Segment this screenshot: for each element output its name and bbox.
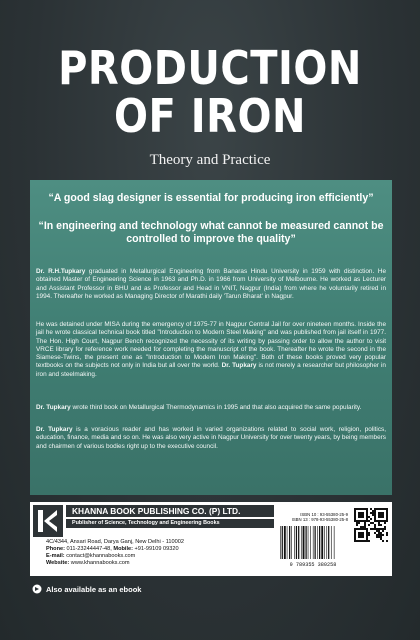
author-panel [30, 180, 392, 495]
barcode-number: 9 789355 380258 [289, 562, 337, 568]
bio-text: wrote third book on Metallurgical Thermodynamics in 1995 and that also acquired the same popularity. [70, 404, 362, 411]
bio-text: is a voracious reader and has worked in varied organizations related to social work, religion, politics, education, finance, media and so on. He was also very active in Nagpur University for over twenty years, by being members and chairmen of various bodies right up to the executive council. [36, 426, 386, 450]
bio-paragraph-3 [36, 404, 386, 412]
book-title-line-2: OF IRON [114, 90, 306, 144]
isbn-10: ISBN 10 : 93-55380-25-9 [300, 512, 348, 517]
book-subtitle: Theory and Practice [149, 152, 271, 168]
ebook-notice [32, 584, 141, 594]
publisher-email [46, 553, 135, 560]
publisher-logo-icon [33, 505, 63, 537]
mobile-label: Mobile: [113, 546, 133, 552]
publisher-phone [46, 546, 179, 553]
email-value: contact@khannabooks.com [64, 553, 136, 559]
isbn-13: ISBN 13 : 978-93-55380-25-8 [291, 517, 348, 522]
bio-text: graduated in Metallurgical Engineering from Banaras Hindu University in 1959 with distinction. He obtained Master of Engineering Science in 1963 and Ph.D. in 1966 from University of Melbourne. He worked as Lecturer and Assistant Professor in BHU and as Professor and Head in VNIT, Nagpur (India) from where he voluntarily retired in 1994. Thereafter he worked as Managing Director of Marathi daily 'Tarun Bharat' in Nagpur. [36, 268, 387, 300]
barcode-icon [278, 524, 348, 568]
author-name: Dr. Tupkary [36, 404, 71, 411]
bio-paragraph-2 [36, 321, 386, 379]
phone-label: Phone: [46, 546, 65, 552]
publisher-address: 4C/4344, Ansari Road, Darya Ganj, New Delhi - 110002 [46, 539, 184, 545]
book-title-line-1: PRODUCTION [58, 42, 362, 96]
bio-paragraph-1 [36, 268, 386, 301]
quote-2: “In engineering and technology what cannot be measured cannot be controlled to improve the quality” [38, 220, 384, 245]
email-label: E-mail: [46, 553, 65, 559]
publisher-website [46, 560, 130, 567]
quote-1: “A good slag designer is essential for producing iron efficiently” [48, 192, 374, 204]
bio-text: is not merely a researcher but philosopher in iron and steelmaking. [36, 362, 386, 378]
publisher-block [30, 502, 392, 576]
website-value: www.khannabooks.com [69, 560, 130, 566]
ebook-notice-text: Also available as an ebook [46, 584, 142, 594]
author-name: Dr. R.H.Tupkary [36, 268, 86, 275]
bio-text: He was detained under MISA during the emergency of 1975-77 in Nagpur Central Jail for over nineteen months. Inside the jail he wrote classical technical book titled "Introduction to Modern Steel Making" and was published from jail itself in 1977. The Hon. High Court, Nagpur Bench recognized the necessity of its writing by passing order to allow the author to visit VRCE library for reference work needed for completing the manuscript of the book. Thereafter he wrote the second in the Siamese-Twins, the present one as "Introduction to Modern Iron Making". Both of these books proved very popular textbooks on the subjects not only in India but all over the world. [36, 321, 386, 370]
mobile-value: +91-99109 09320 [132, 546, 179, 552]
website-label: Website: [46, 560, 70, 566]
qr-code-icon [354, 508, 388, 542]
author-name: Dr. Tupkary [221, 362, 257, 370]
publisher-name: KHANNA BOOK PUBLISHING CO. (P) LTD. [66, 505, 274, 517]
publisher-tagline: Publisher of Science, Technology and Engineering Books [66, 519, 274, 528]
phone-value: 011-23244447-48, [64, 546, 112, 552]
ebook-icon [32, 584, 42, 594]
author-name: Dr. Tupkary [36, 426, 73, 433]
bio-paragraph-4 [36, 426, 386, 451]
